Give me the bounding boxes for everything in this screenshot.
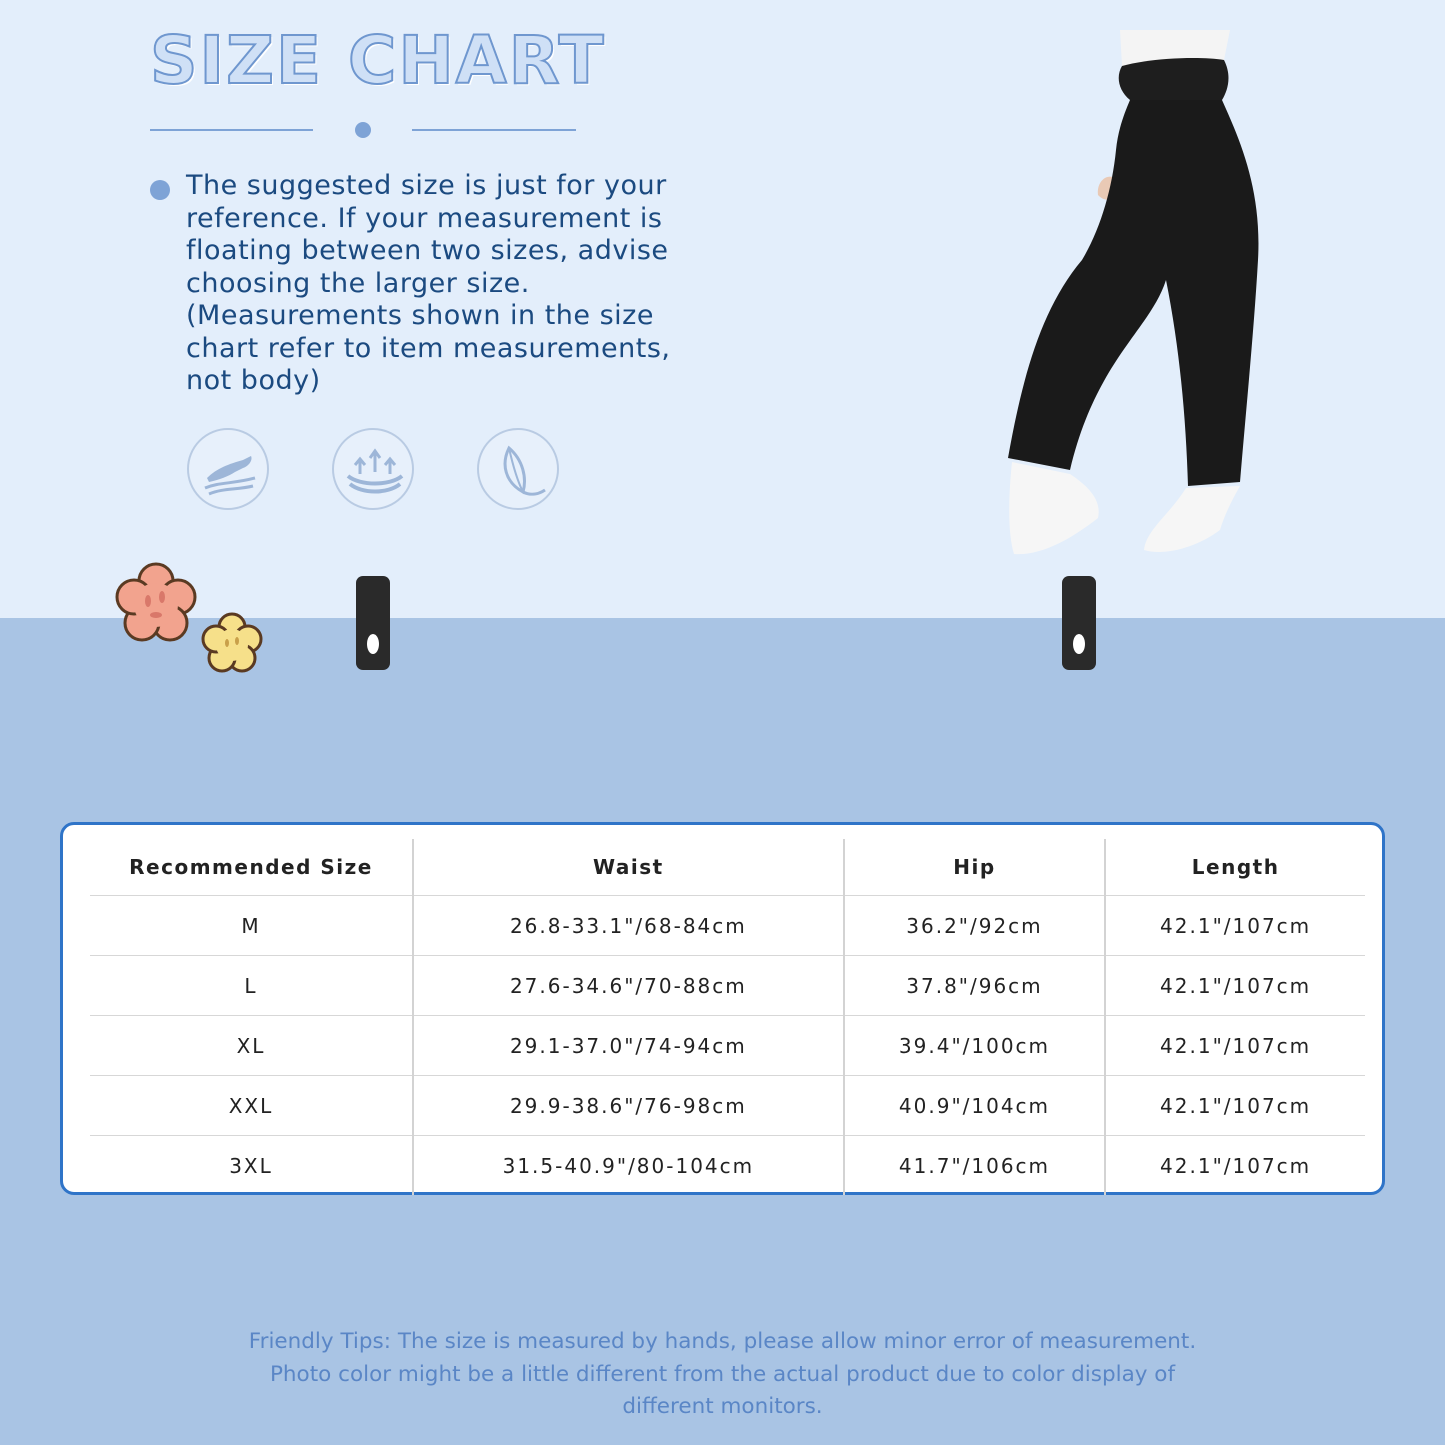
table-row	[90, 1136, 1365, 1196]
cell-hip: 41.7"/106cm	[844, 1136, 1105, 1196]
cell-hip: 36.2"/92cm	[844, 896, 1105, 956]
cell-hip: 37.8"/96cm	[844, 956, 1105, 1016]
cell-waist: 29.1-37.0"/74-94cm	[413, 1016, 844, 1076]
cell-length: 42.1"/107cm	[1105, 956, 1365, 1016]
cell-waist: 31.5-40.9"/80-104cm	[413, 1136, 844, 1196]
cell-hip: 39.4"/100cm	[844, 1016, 1105, 1076]
hand-wave-icon	[187, 428, 269, 510]
header-waist: Waist	[413, 839, 844, 896]
cell-size: M	[90, 896, 413, 956]
cell-waist: 26.8-33.1"/68-84cm	[413, 896, 844, 956]
header-recommended-size: Recommended Size	[90, 839, 413, 896]
page-title: SIZE CHART	[150, 22, 606, 99]
title-divider-left	[150, 129, 313, 131]
cell-size: L	[90, 956, 413, 1016]
cell-hip: 40.9"/104cm	[844, 1076, 1105, 1136]
binder-clip-right	[1062, 576, 1096, 670]
feather-icon	[477, 428, 559, 510]
cell-size: XL	[90, 1016, 413, 1076]
table-row	[90, 896, 1365, 956]
table-row	[90, 956, 1365, 1016]
bullet-dot	[150, 180, 170, 200]
binder-clip-left	[356, 576, 390, 670]
size-note: The suggested size is just for your reference. If your measurement is floating between two sizes, advise choosing the larger size. (Measurements shown in the size chart refer to item measurements, not body)	[186, 170, 671, 396]
stretch-arrows-icon	[332, 428, 414, 510]
cell-size: XXL	[90, 1076, 413, 1136]
header-hip: Hip	[844, 839, 1105, 896]
header-length: Length	[1105, 839, 1365, 896]
cell-size: 3XL	[90, 1136, 413, 1196]
table-header-row	[90, 839, 1365, 896]
flower-decoration-icon	[110, 555, 275, 685]
size-table-card	[60, 822, 1385, 1195]
table-row	[90, 1016, 1365, 1076]
cell-waist: 29.9-38.6"/76-98cm	[413, 1076, 844, 1136]
title-divider-dot	[355, 122, 371, 138]
cell-length: 42.1"/107cm	[1105, 1016, 1365, 1076]
title-divider-right	[412, 129, 576, 131]
size-table	[90, 839, 1365, 1195]
table-row	[90, 1076, 1365, 1136]
cell-length: 42.1"/107cm	[1105, 1076, 1365, 1136]
product-model-image	[1000, 30, 1280, 570]
cell-waist: 27.6-34.6"/70-88cm	[413, 956, 844, 1016]
cell-length: 42.1"/107cm	[1105, 1136, 1365, 1196]
cell-length: 42.1"/107cm	[1105, 896, 1365, 956]
friendly-tips: Friendly Tips: The size is measured by hands, please allow minor error of measurement. Photo color might be a little different from the actual product due to color display of different monitors.	[248, 1329, 1197, 1419]
